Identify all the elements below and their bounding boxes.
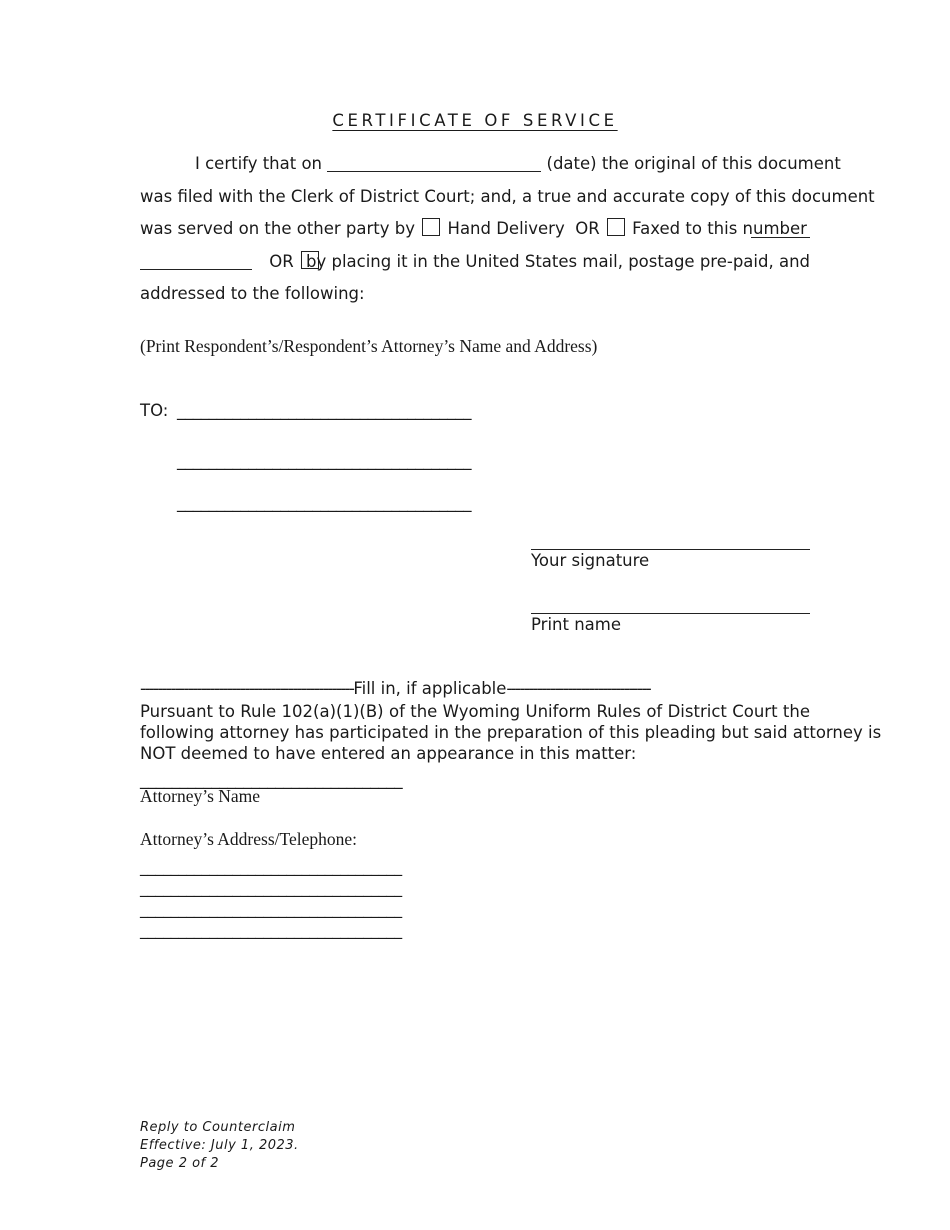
certify-line-5: addressed to the following: — [140, 284, 365, 303]
attorney-address-line-1[interactable]: __________________________________ — [140, 857, 402, 876]
footer-effective-date: Effective: July 1, 2023. — [140, 1138, 299, 1153]
to-address-line-3[interactable]: _____________________________________ — [177, 493, 472, 512]
certify-line-4: OR by placing it in the United States mail, postage pre-paid, and — [140, 246, 810, 279]
certify-line-3: was served on the other party by Hand Delivery OR Faxed to this number — [140, 213, 810, 246]
page-title: CERTIFICATE OF SERVICE — [332, 111, 618, 130]
certificate-paragraph — [140, 148, 875, 311]
fax-number-field[interactable] — [751, 219, 810, 238]
signature-line[interactable] — [531, 549, 810, 550]
print-name-label: Print name — [531, 615, 621, 634]
fill-in-divider: -------------------------------------------------Fill in, if applicable--------------------------------- — [140, 679, 651, 698]
faxed-checkbox[interactable] — [607, 218, 625, 236]
rule-line-3: NOT deemed to have entered an appearance in this matter: — [140, 744, 637, 763]
to-address-line-2[interactable]: _____________________________________ — [177, 451, 472, 470]
to-address-line-1[interactable]: _____________________________________ — [177, 401, 472, 420]
rule-line-2: following attorney has participated in the preparation of this pleading but said attorney is — [140, 723, 882, 742]
footer-page-number: Page 2 of 2 — [140, 1156, 220, 1171]
fill-in-label: Fill in, if applicable — [353, 679, 507, 698]
rule-102-paragraph — [140, 701, 882, 764]
rule-line-1: Pursuant to Rule 102(a)(1)(B) of the Wyoming Uniform Rules of District Court the — [140, 702, 810, 721]
footer — [140, 1119, 299, 1173]
fax-number-field-continued[interactable] — [140, 251, 252, 270]
hand-delivery-checkbox[interactable] — [422, 218, 440, 236]
print-respondent-instruction: (Print Respondent’s/Respondent’s Attorney’s Name and Address) — [140, 336, 598, 356]
attorney-name-line[interactable]: _________________________________ — [140, 770, 403, 789]
certify-line-1: I certify that on (date) the original of this document — [195, 154, 841, 173]
print-name-line[interactable] — [531, 613, 810, 614]
attorney-address-line-2[interactable]: __________________________________ — [140, 878, 402, 897]
your-signature-label: Your signature — [531, 551, 650, 570]
attorney-address-line-4[interactable]: __________________________________ — [140, 920, 402, 939]
to-label: TO: — [140, 401, 169, 420]
attorney-name-label: Attorney’s Name — [140, 786, 261, 806]
footer-form-name: Reply to Counterclaim — [140, 1120, 296, 1135]
attorney-address-line-3[interactable]: __________________________________ — [140, 899, 402, 918]
certify-line-2: was filed with the Clerk of District Court; and, a true and accurate copy of this document — [140, 186, 875, 206]
date-field[interactable] — [327, 153, 541, 172]
attorney-address-label: Attorney’s Address/Telephone: — [140, 829, 357, 849]
